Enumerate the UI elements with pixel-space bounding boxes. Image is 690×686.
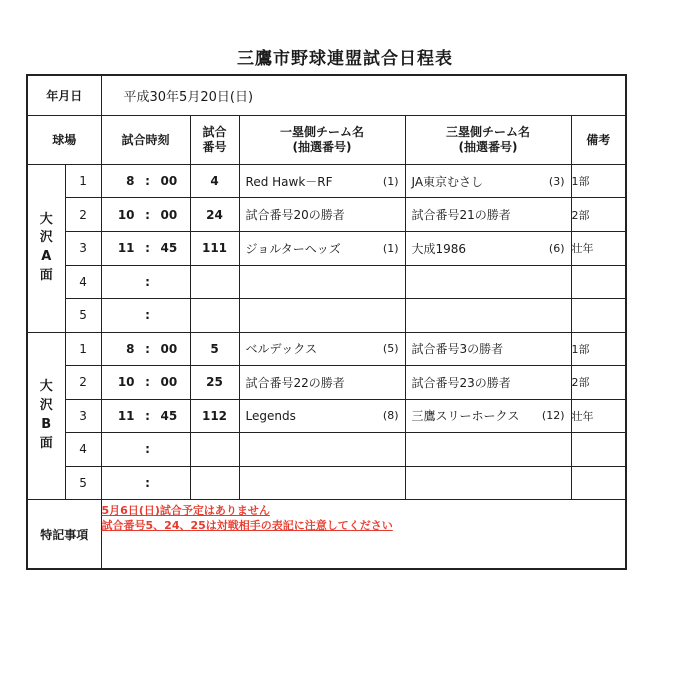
venue-name bbox=[27, 164, 65, 332]
third-team-lot: (3) bbox=[548, 174, 565, 188]
remark-line-2: 試合番号5、24、25は対戦相手の表記に注意してください bbox=[101, 518, 393, 532]
table-row bbox=[27, 299, 626, 333]
time-hour: 11 bbox=[117, 408, 135, 423]
first-team-lot: (1) bbox=[382, 174, 399, 188]
third-base-team bbox=[405, 332, 571, 366]
third-team-name: 試合番号3の勝者 bbox=[411, 342, 504, 357]
time-hour: 10 bbox=[117, 375, 135, 390]
time-colon: : bbox=[145, 442, 150, 457]
time-hour: 8 bbox=[126, 174, 135, 189]
first-base-team bbox=[239, 399, 405, 433]
row-note: 1部 bbox=[571, 332, 626, 366]
third-base-team bbox=[405, 299, 571, 333]
row-number: 4 bbox=[65, 433, 101, 467]
third-base-team bbox=[405, 466, 571, 500]
table-row bbox=[27, 366, 626, 400]
row-note: 2部 bbox=[571, 366, 626, 400]
first-team-lot: (5) bbox=[382, 342, 399, 356]
time-colon: : bbox=[145, 476, 150, 491]
remarks-cell bbox=[101, 500, 626, 569]
game-number bbox=[190, 433, 239, 467]
third-team-lot: (12) bbox=[541, 409, 565, 423]
first-team-name: 試合番号20の勝者 bbox=[245, 208, 345, 223]
row-number: 2 bbox=[65, 198, 101, 232]
game-time bbox=[101, 265, 190, 299]
first-team-lot: (1) bbox=[382, 241, 399, 255]
first-base-team bbox=[239, 366, 405, 400]
third-base-team bbox=[405, 433, 571, 467]
table-row bbox=[27, 164, 626, 198]
first-team-name: Legends bbox=[245, 408, 296, 423]
game-time bbox=[101, 198, 190, 232]
venue-name-text: 大 沢 A 面 bbox=[39, 211, 53, 284]
row-number: 2 bbox=[65, 366, 101, 400]
time-minute bbox=[161, 308, 187, 322]
time-hour bbox=[105, 275, 135, 289]
time-colon: : bbox=[145, 207, 150, 222]
time-hour bbox=[105, 308, 135, 322]
third-team-name: 試合番号21の勝者 bbox=[411, 208, 511, 223]
row-number: 5 bbox=[65, 466, 101, 500]
row-note bbox=[571, 466, 626, 500]
game-time bbox=[101, 366, 190, 400]
time-hour: 8 bbox=[126, 341, 135, 356]
header-third-team bbox=[405, 116, 571, 165]
time-colon: : bbox=[145, 274, 150, 289]
remark-line-1: 5月6日(日)試合予定はありません bbox=[101, 504, 270, 518]
time-minute bbox=[161, 275, 187, 289]
time-colon: : bbox=[145, 174, 150, 189]
game-number: 24 bbox=[190, 198, 239, 232]
game-time bbox=[101, 164, 190, 198]
date-value: 平成30年5月20日(日) bbox=[101, 75, 626, 116]
first-team-name: ベルデックス bbox=[245, 342, 318, 357]
first-team-name: ジョルターヘッズ bbox=[245, 241, 341, 256]
date-row bbox=[27, 75, 626, 116]
time-minute: 00 bbox=[160, 375, 178, 390]
time-colon: : bbox=[145, 375, 150, 390]
schedule-table bbox=[26, 74, 627, 570]
venue-body bbox=[27, 164, 626, 499]
time-minute bbox=[161, 442, 187, 456]
time-hour: 11 bbox=[117, 241, 135, 256]
remarks-row bbox=[27, 500, 626, 569]
time-hour: 10 bbox=[117, 207, 135, 222]
third-team-name: 試合番号23の勝者 bbox=[411, 375, 511, 390]
game-time bbox=[101, 332, 190, 366]
third-team-lot: (6) bbox=[548, 241, 565, 255]
row-note: 壮年 bbox=[571, 399, 626, 433]
game-number: 5 bbox=[190, 332, 239, 366]
game-time bbox=[101, 232, 190, 266]
third-team-name: 大成1986 bbox=[411, 241, 467, 256]
time-hour bbox=[105, 476, 135, 490]
table-row bbox=[27, 466, 626, 500]
table-row bbox=[27, 433, 626, 467]
remarks-label: 特記事項 bbox=[27, 500, 101, 569]
first-base-team bbox=[239, 198, 405, 232]
table-row bbox=[27, 332, 626, 366]
header-game-no-text: 試合 番号 bbox=[202, 125, 227, 155]
first-team-name: Red Hawk－RF bbox=[245, 174, 333, 189]
game-time bbox=[101, 299, 190, 333]
first-base-team bbox=[239, 232, 405, 266]
row-number: 1 bbox=[65, 332, 101, 366]
row-note bbox=[571, 433, 626, 467]
header-venue: 球場 bbox=[27, 116, 101, 165]
page-title: 三鷹市野球連盟試合日程表 bbox=[237, 49, 453, 69]
first-team-lot: (8) bbox=[382, 409, 399, 423]
row-note: 壮年 bbox=[571, 232, 626, 266]
third-base-team bbox=[405, 265, 571, 299]
first-base-team bbox=[239, 332, 405, 366]
header-row bbox=[27, 116, 626, 165]
third-base-team bbox=[405, 232, 571, 266]
table-row bbox=[27, 265, 626, 299]
time-minute: 00 bbox=[160, 174, 178, 189]
header-time: 試合時刻 bbox=[101, 116, 190, 165]
header-third-team-text: 三塁側チーム名 (抽選番号) bbox=[446, 125, 531, 155]
row-number: 5 bbox=[65, 299, 101, 333]
game-time bbox=[101, 433, 190, 467]
third-team-name: 三鷹スリーホークス bbox=[411, 409, 520, 424]
row-note bbox=[571, 265, 626, 299]
third-base-team bbox=[405, 198, 571, 232]
venue-name bbox=[27, 332, 65, 500]
time-minute: 45 bbox=[160, 241, 178, 256]
row-number: 4 bbox=[65, 265, 101, 299]
game-number: 111 bbox=[190, 232, 239, 266]
row-number: 1 bbox=[65, 164, 101, 198]
time-minute bbox=[161, 476, 187, 490]
time-colon: : bbox=[145, 241, 150, 256]
game-number: 112 bbox=[190, 399, 239, 433]
game-time bbox=[101, 399, 190, 433]
row-note: 1部 bbox=[571, 164, 626, 198]
row-note: 2部 bbox=[571, 198, 626, 232]
third-base-team bbox=[405, 366, 571, 400]
time-minute: 00 bbox=[160, 341, 178, 356]
third-team-name: JA東京むさし bbox=[411, 174, 484, 189]
first-base-team bbox=[239, 265, 405, 299]
time-colon: : bbox=[145, 408, 150, 423]
header-first-team-text: 一塁側チーム名 (抽選番号) bbox=[280, 125, 365, 155]
row-number: 3 bbox=[65, 399, 101, 433]
first-base-team bbox=[239, 164, 405, 198]
header-game-no bbox=[190, 116, 239, 165]
table-row bbox=[27, 198, 626, 232]
header-first-team bbox=[239, 116, 405, 165]
row-number: 3 bbox=[65, 232, 101, 266]
game-time bbox=[101, 466, 190, 500]
time-minute: 00 bbox=[160, 207, 178, 222]
date-label: 年月日 bbox=[27, 75, 101, 116]
time-minute: 45 bbox=[160, 408, 178, 423]
table-row bbox=[27, 232, 626, 266]
third-base-team bbox=[405, 164, 571, 198]
time-colon: : bbox=[145, 341, 150, 356]
game-number: 4 bbox=[190, 164, 239, 198]
header-notes: 備考 bbox=[571, 116, 626, 165]
table-row bbox=[27, 399, 626, 433]
row-note bbox=[571, 299, 626, 333]
venue-name-text: 大 沢 B 面 bbox=[39, 379, 53, 451]
third-base-team bbox=[405, 399, 571, 433]
time-hour bbox=[105, 442, 135, 456]
game-number: 25 bbox=[190, 366, 239, 400]
first-base-team bbox=[239, 433, 405, 467]
first-base-team bbox=[239, 466, 405, 500]
game-number bbox=[190, 265, 239, 299]
first-base-team bbox=[239, 299, 405, 333]
time-colon: : bbox=[145, 308, 150, 323]
game-number bbox=[190, 466, 239, 500]
game-number bbox=[190, 299, 239, 333]
first-team-name: 試合番号22の勝者 bbox=[245, 375, 345, 390]
